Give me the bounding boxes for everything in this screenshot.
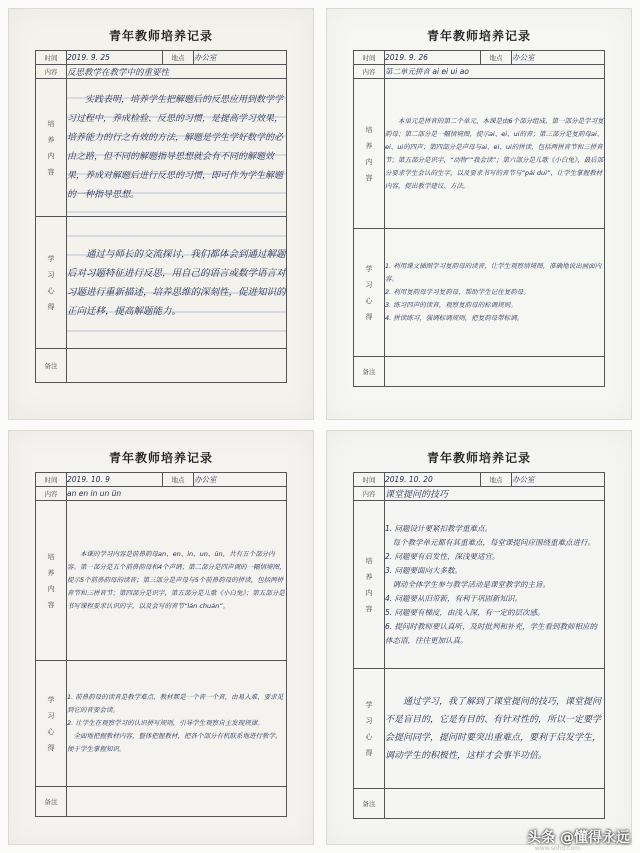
record-title: 青年教师培养记录 (108, 451, 213, 465)
time-value: 2019. 9. 25 (67, 51, 163, 65)
place-value: 办公室 (194, 473, 287, 487)
place-label: 地点 (481, 473, 512, 487)
time-label: 时间 (354, 51, 385, 65)
remark-value (67, 349, 287, 383)
cultivation-label-text: 培养内容 (365, 125, 373, 182)
remark-value (385, 789, 605, 819)
content-value: an en in un ün (67, 487, 287, 501)
place-value: 办公室 (512, 51, 605, 65)
list-item: 5. 问题要有梯度，由浅入深，有一定的层次感。 (385, 607, 545, 617)
study-label-text: 学习心得 (365, 264, 373, 321)
record-title: 青年教师培养记录 (426, 29, 531, 43)
content-label: 内容 (36, 487, 67, 501)
study-label (36, 217, 67, 349)
remark-label: 备注 (36, 787, 67, 817)
list-item: 1. 利用课文插图学习复韵母的读音，让学生观察情境图，准确地说出画面内容。 (385, 262, 602, 283)
record-title: 青年教师培养记录 (108, 29, 213, 43)
record-card-3 (8, 430, 314, 845)
content-label: 内容 (354, 487, 385, 501)
cultivation-label-text: 培养内容 (365, 556, 373, 613)
watermark-site: www.sohu.com (534, 845, 580, 852)
list-item: 3. 问题要面向大多数。 (385, 565, 463, 575)
time-value: 2019. 10. 9 (67, 473, 163, 487)
remark-value (67, 787, 287, 817)
remark-label: 备注 (354, 357, 385, 387)
list-item: 全面地把握教材内容，整体把握教材，把各个部分有机联系地进行教学，便于学生掌握知识。 (67, 732, 282, 753)
list-item: 2. 让学生在观察学习的认识拼写规则，引导学生观察自主发现规律。 (67, 719, 264, 727)
cultivation-list (385, 501, 605, 669)
place-value: 办公室 (194, 51, 287, 65)
study-list (67, 661, 287, 787)
time-value: 2019. 10. 20 (385, 473, 481, 487)
list-item: 2. 利用复韵母学习复韵母，帮助学生记住复韵母。 (385, 288, 530, 296)
list-item: 6. 提问时教师要认真听，及时批判和补充，学生看到教师相应的体态语，往往更加认真。 (385, 621, 598, 645)
time-value: 2019. 9. 26 (385, 51, 481, 65)
list-item: 每个教学单元都有其重难点，每堂课提问应围绕重难点进行。 (385, 537, 595, 547)
list-item: 4. 拼读练习，强调标调规则，把复韵母带标调。 (385, 314, 524, 322)
cultivation-label (36, 501, 67, 661)
study-list (385, 229, 605, 357)
list-item: 3. 练习四声的读音，观察复韵母的标调规则。 (385, 301, 517, 309)
record-table (35, 472, 287, 817)
time-label: 时间 (36, 51, 67, 65)
study-label (354, 669, 385, 789)
cultivation-label (354, 79, 385, 229)
record-title: 青年教师培养记录 (426, 451, 531, 465)
cultivation-text: 本单元是拼音的第二个单元，本课是由6个部分组成，第一部分是学习复韵母；第二部分是一幅情境图，提示ai、ei、ui的音；第三部分是复韵母ai、ei、ui的四声；第四部分是声母与ai、ei、ui的拼读，包括两拼音节和三拼音节；第五部分是识字，“动物”“我会读”；第六部分是儿歌《小白兔》，最后部分要求学生会认的生字，以及要求书写的音节与“pái duì”，让学生掌握教材内容，提出教学建议、方法。 (385, 79, 605, 229)
remark-label: 备注 (354, 789, 385, 819)
time-label: 时间 (36, 473, 67, 487)
list-item: 4. 问题要从旧带新，有利于巩固新知识。 (385, 593, 523, 603)
study-text: 通过与师长的交流探讨，我们都体会到通过解题后对习题特征进行反思，用自己的语言或数学语言对习题进行重新描述，培养思维的深刻性，促进知识的正向迁移，提高解题能力。 (67, 217, 287, 349)
study-label (354, 229, 385, 357)
cultivation-label (36, 79, 67, 217)
content-value: 课堂提问的技巧 (385, 487, 605, 501)
cultivation-text: 实践表明，培养学生把解题后的反思应用到数学学习过程中，养成检验、反思的习惯，是提高学习效果，培养能力的行之有效的方法，解题是学生学好数学的必由之路，但不同的解题指导思想就会有不同的解题效果，养成对解题后进行反思的习惯，即可作为学生解题的一种指导思想。 (67, 79, 287, 217)
study-label-text: 学习心得 (47, 254, 55, 311)
record-table (35, 50, 287, 383)
content-value: 反思教学在教学中的重要性 (67, 65, 287, 79)
study-label (36, 661, 67, 787)
cultivation-text: 本课的学习内容是前鼻韵母an、en、in、un、ün，共有五个部分内容。第一部分是五个前鼻韵母和4个声调；第二部分是四声调的一幅情境图，提示5个前鼻韵母的读音；第三部分是声母与5个前鼻韵母的拼读，包括两拼音节和三拼音节；第四部分是识字，第五部分是儿歌《小白兔》；第五部分是书写课程要求认识的字，以及会写的音节“lán chuán”。 (67, 501, 287, 661)
content-label: 内容 (36, 65, 67, 79)
cultivation-label-text: 培养内容 (47, 119, 55, 176)
cultivation-label (354, 501, 385, 669)
record-card-1 (8, 8, 314, 420)
remark-value (385, 357, 605, 387)
place-label: 地点 (163, 51, 194, 65)
content-value: 第二单元拼音 ai ei ui ao (385, 65, 605, 79)
list-item: 1. 问题设计要紧扣教学重难点。 (385, 523, 493, 533)
record-card-2 (326, 8, 632, 420)
list-item: 2. 问题要有启发性，深浅要适宜。 (385, 551, 500, 561)
record-table (353, 472, 605, 819)
record-table (353, 50, 605, 387)
study-label-text: 学习心得 (365, 700, 373, 757)
list-item: 调动全体学生参与教学活动是课堂教学的主旨。 (385, 579, 550, 589)
record-card-4 (326, 430, 632, 845)
content-label: 内容 (354, 65, 385, 79)
place-label: 地点 (481, 51, 512, 65)
place-value: 办公室 (512, 473, 605, 487)
watermark-brand: 头条 @懂得永远 (527, 830, 630, 846)
list-item: 1. 前鼻韵母的读音是教学难点，教材都是一个音一个音，由易入难，要求见到它的音要会读。 (67, 693, 284, 714)
time-label: 时间 (354, 473, 385, 487)
place-label: 地点 (163, 473, 194, 487)
study-label-text: 学习心得 (47, 695, 55, 752)
remark-label: 备注 (36, 349, 67, 383)
cultivation-label-text: 培养内容 (47, 552, 55, 609)
study-text: 通过学习，我了解到了课堂提问的技巧，课堂提问不是盲目的，它是有目的、有针对性的，所以一定要学会提问同学，提问时要突出重难点，要利于启发学生，调动学生的积极性，这样才会事半功倍。 (385, 669, 605, 789)
